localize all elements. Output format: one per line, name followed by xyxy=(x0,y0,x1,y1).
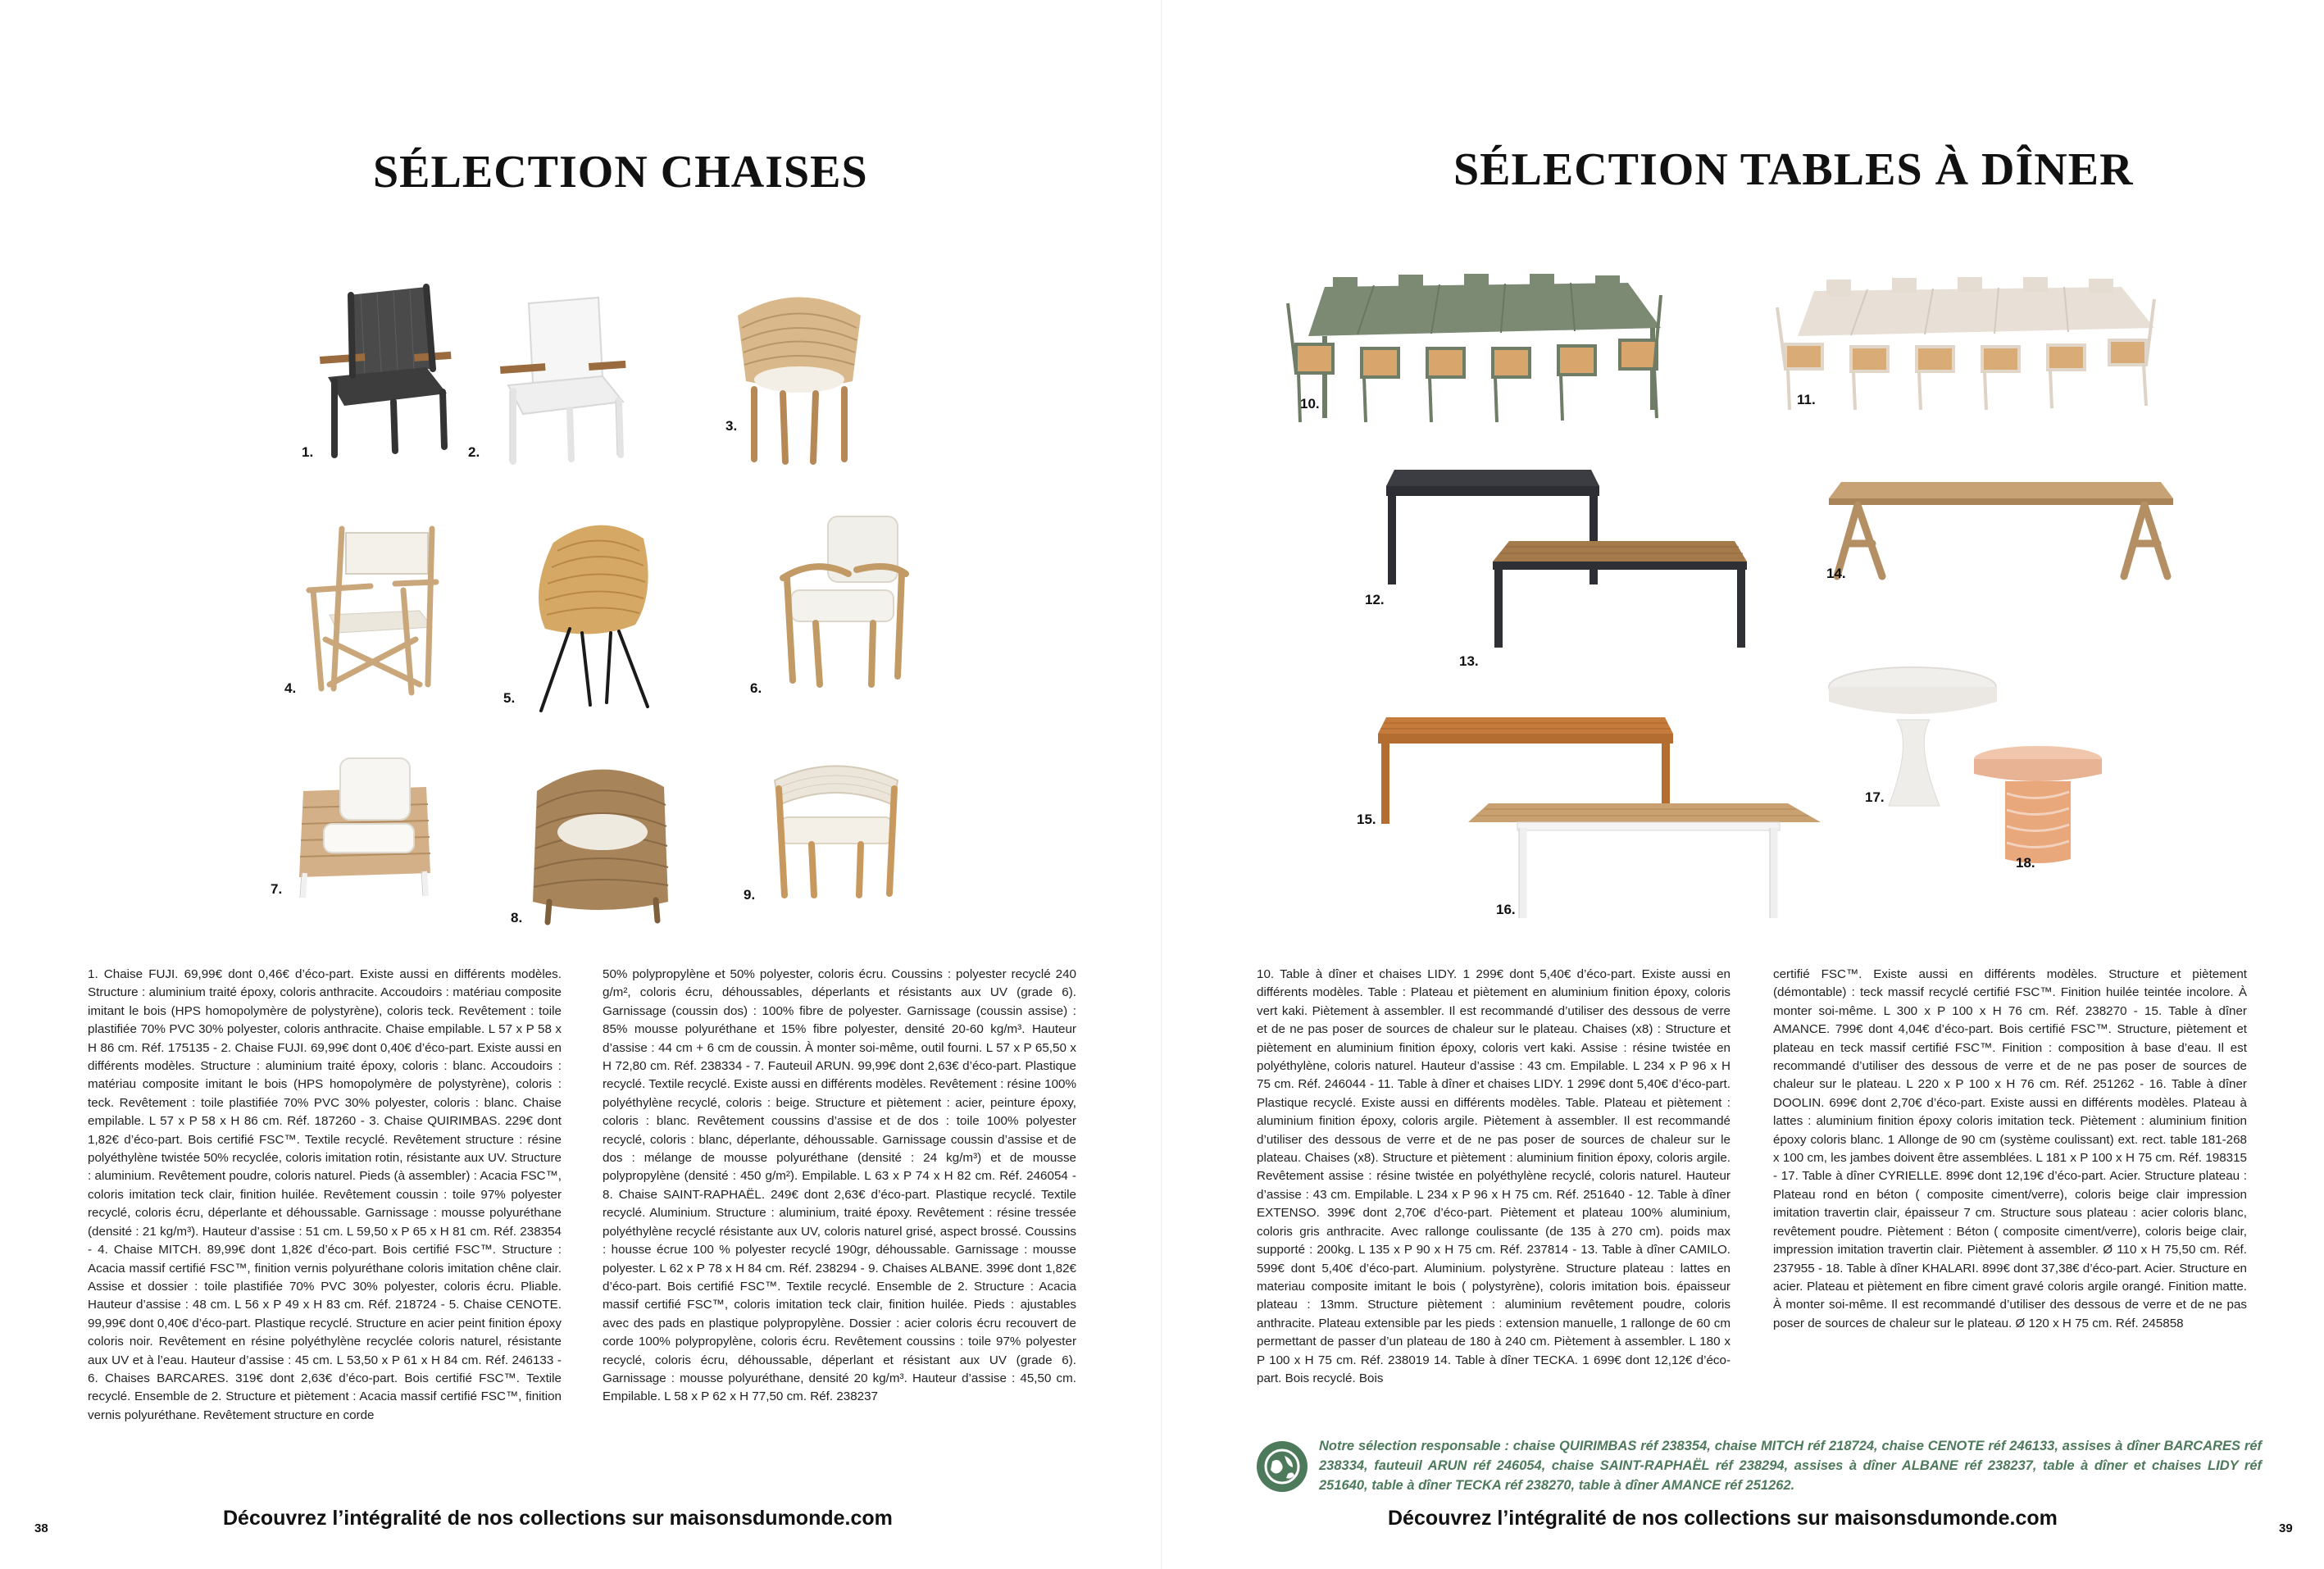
page-number: 39 xyxy=(2279,1521,2293,1535)
left-page-title: SÉLECTION CHAISES xyxy=(373,147,868,198)
product-number-4: 4. xyxy=(284,680,297,696)
right-page xyxy=(1162,0,2324,1569)
product-number-1: 1. xyxy=(302,444,314,460)
product-image-3 xyxy=(730,283,869,467)
product-image-2 xyxy=(484,291,639,467)
product-number-7: 7. xyxy=(271,881,283,897)
product-number-6: 6. xyxy=(750,680,762,696)
tables-description-column-2: certifié FSC™. Existe aussi en différents modèles. Structure et piètement (démontable) : teck massif recyclé certifié FSC™. Finition huilée teintée incolore. À monter soi-même. L 300 x P 100 x H 76 cm. Réf. 238270 - 15. Table à dîner AMANCE. 799€ dont 4,04€ d’éco-part. Bois certifié FSC™. Structure, piètement et plateau en teck massif certifié FSC™. Finition : composition à base d’eau. Il est recommandé d’utiliser des dessous de verre et de ne pas poser de sources de chaleur sur le plateau. L 220 x P 100 x H 76 cm. Réf. 251262 - 16. Table à dîner DOOLIN. 699€ dont 2,70€ d’éco-part. Existe aussi en différents modèles. Plateau à lattes : aluminium finition époxy coloris imitation teck. Piètement : aluminium finition époxy coloris blanc. 1 Allonge de 90 cm (système coulissant) ext. rect. table 181-268 x 100 cm, les jambes doivent être assemblées. L 181 x P 100 x H 75 cm. Réf. 198315 - 17. Table à dîner CYRIELLE. 899€ dont 12,19€ d’éco-part. Acier. Structure plateau : Plateau rond en béton ( composite ciment/verre), coloris beige clair impression imitation travertin clair, épaisseur 7 cm. Structure sous plateau : acier coloris blanc, revêtement poudre. Piètement : Béton ( composite ciment/verre), coloris beige clair, impression imitation travertin clair. Piètement à assembler. Ø 110 x H 75,50 cm. Réf. 237955 - 18. Table à dîner KHALARI. 899€ dont 37,38€ d’éco-part. Acier. Structure en acier. Plateau et piètement en fibre ciment gravé coloris argile orangé. Finition matte. À monter soi-même. Il est recommandé d’utiliser des dessous de verre et de ne pas poser de sources de chaleur sur le plateau. Ø 120 x H 75 cm. Réf. 245858 xyxy=(1773,967,2247,1330)
product-number-12: 12. xyxy=(1365,592,1385,607)
chairs-description-column-2: 50% polypropylène et 50% polyester, coloris écru. Coussins : polyester recyclé 240 g/m², coloris écru, déhoussables, déperlants et résistants aux UV (grade 6). Garnissage (coussin dos) : 100% fibre de polyester. Garnissage (coussin assise) : 85% mousse polyuréthane et 15% fibre polyester, densité 20-60 kg/m³. Hauteur d’assise : 44 cm + 6 cm de coussin. À monter soi-même, outil fourni. L 57 x P 65,50 x H 72,80 cm. Réf. 238334 - 7. Fauteuil ARUN. 99,99€ dont 2,63€ d’éco-part. Plastique recyclé. Textile recyclé. Existe aussi en différents modèles. Revêtement : résine 100% polyéthylène recyclé, coloris : beige. Structure et piètement : acier, peinture époxy, coloris : blanc. Revêtement coussins d’assise et de dos : toile 100% polyester recyclé, coloris : blanc, déperlante, déhoussable. Garnissage coussin d’assise et de dos : mélange de mousse polyuréthane (densité : 24 kg/m³) et de mousse polypropylène (densité : 450 g/m²). Empilable. L 63 x P 74 x H 82 cm. Réf. 246054 - 8. Chaise SAINT-RAPHAËL. 249€ dont 2,63€ d’éco-part. Plastique recyclé. Textile recyclé. Aluminium. Structure : aluminium, traité époxy. Revêtement : résine tressée polyéthylène recyclé résistante aux UV, coloris naturel grisé, aspect brossé. Coussins : housse écrue 100 % polyester recyclé 190gr, déhoussable. Garnissage : mousse polyester. L 62 x P 78 x H 84 cm. Réf. 238294 - 9. Chaises ALBANE. 399€ dont 1,82€ d’éco-part. Bois certifié FSC™. Textile recyclé. Ensemble de 2. Structure : Acacia massif certifié FSC™, coloris imitation teck clair, finition huilée. Pieds : ajustables avec des pads en plastique polypropylène. Dossier : acier coloris écru recouvert de corde 100% polypropylène, coloris écru. Revêtement coussins : toile 97% polyester recyclé, coloris écru, déhoussable, déperlant et résistant aux UV (grade 6). Garnissage : mousse polyuréthane, densité 20 kg/m³. Hauteur d’assise : 45,50 cm. Empilable. L 58 x P 62 x H 77,50 cm. Réf. 238237 xyxy=(603,967,1076,1404)
globe-leaf-icon xyxy=(1257,1441,1308,1492)
page-number: 38 xyxy=(34,1521,48,1535)
product-number-18: 18. xyxy=(2016,855,2035,871)
product-number-8: 8. xyxy=(511,910,523,925)
product-image-14 xyxy=(1825,474,2177,580)
product-image-5 xyxy=(521,518,668,715)
product-number-10: 10. xyxy=(1300,396,1320,412)
chairs-description-column-1: 1. Chaise FUJI. 69,99€ dont 0,46€ d’éco-part. Existe aussi en différents modèles. Structure : aluminium traité époxy, coloris anthracite. Accoudoirs : matériau composite imitant le bois (HPS homopolymère de polystyrène), coloris teck. Revêtement : toile plastifiée 70% PVC 30% polyester, coloris anthracite. Chaise empilable. L 57 x P 58 x H 86 cm. Réf. 175135 - 2. Chaise FUJI. 69,99€ dont 0,40€ d’éco-part. Existe aussi en différents modèles. Structure : aluminium traité époxy, coloris : blanc. Accoudoirs : matériau composite imitant le bois (HPS homopolymère de polystyrène), coloris : teck. Revêtement : toile plastifiée 70% PVC 30% polyester, coloris : blanc. Chaise empilable. L 57 x P 58 x H 86 cm. Réf. 187260 - 3. Chaise QUIRIMBAS. 229€ dont 1,82€ d’éco-part. Bois certifié FSC™. Textile recyclé. Revêtement structure : résine polyéthylène twistée 50% recyclée, coloris imitation rotin, résistante aux UV. Structure : aluminium. Revêtement poudre, coloris naturel. Pieds (à assembler) : Acacia FSC™, coloris imitation teck clair, finition huilée. Revêtement coussin : toile 97% polyester recyclé, coloris écru, déperlante et déhoussable. Garnissage : mousse polyuréthane (densité : 21 kg/m³). Hauteur d’assise : 51 cm. L 59,50 x P 65 x H 81 cm. Réf. 238354 - 4. Chaise MITCH. 89,99€ dont 1,82€ d’éco-part. Bois certifié FSC™. Structure : Acacia massif certifié FSC™, finition vernis polyuréthane coloris imitation chêne clair. Assise et dossier : toile plastifiée 70% PVC 30% polyester, coloris écru. Pliable. Hauteur d’assise : 48 cm. L 56 x P 49 x H 83 cm. Réf. 218724 - 5. Chaise CENOTE. 99,99€ dont 0,40€ d’éco-part. Plastique recyclé. Structure en acier peint finition époxy coloris noir. Revêtement en résine polyéthylène recyclée coloris naturel, résistante aux UV et à l’eau. Hauteur d’assise : 45 cm. L 53,50 x P 61 x H 84 cm. Réf. 246133 - 6. Chaises BARCARES. 319€ dont 2,63€ d’éco-part. Bois certifié FSC™. Textile recyclé. Ensemble de 2. Structure et piètement : Acacia massif certifié FSC™, finition vernis polyuréthane. Revêtement structure en corde xyxy=(88,967,562,1422)
product-image-16 xyxy=(1464,799,1825,922)
product-image-1 xyxy=(303,279,467,459)
product-number-2: 2. xyxy=(468,444,480,460)
product-image-9 xyxy=(758,748,910,899)
product-image-7 xyxy=(287,750,439,902)
product-image-8 xyxy=(525,754,676,926)
product-number-5: 5. xyxy=(503,690,516,706)
product-image-10 xyxy=(1276,271,1669,426)
footer-website-link[interactable]: Découvrez l’intégralité de nos collections sur maisonsdumonde.com xyxy=(1388,1507,2058,1530)
product-image-4 xyxy=(297,525,448,697)
product-number-17: 17. xyxy=(1865,789,1885,805)
product-number-14: 14. xyxy=(1826,566,1846,581)
product-image-11 xyxy=(1769,275,2163,414)
tables-description-column-1: 10. Table à dîner et chaises LIDY. 1 299€ dont 5,40€ d’éco-part. Existe aussi en différents modèles. Table : Plateau et piètement en aluminium finition époxy, coloris vert kaki. Piètement à assembler. Il est recommandé d’utiliser des dessous de verre et de ne pas poser de sources de chaleur sur le plateau. Chaises (x8) : Structure et piètement en aluminium finition époxy, coloris vert kaki. Assise : résine twistée en polyéthylène, coloris naturel. Hauteur d’assise : 43 cm. Empilable. L 234 x P 96 x H 75 cm. Réf. 246044 - 11. Table à dîner et chaises LIDY. 1 299€ dont 5,40€ d’éco-part. Plastique recyclé. Existe aussi en différents modèles. Table. Plateau et piètement : aluminium finition époxy, coloris argile. Piètement à assembler. Il est recommandé d’utiliser des dessous de verre et de ne pas poser de sources de chaleur sur le plateau. Chaises (x8). Structure et piètement : aluminium finition époxy, coloris argile. Revêtement assise : résine twistée en polyéthylène recyclé, coloris naturel. Hauteur d’assise : 43 cm. Empilable. L 234 x P 96 x H 75 cm. Réf. 251640 - 12. Table à dîner EXTENSO. 399€ dont 2,70€ d’éco-part. Piètement et plateau 100% aluminium, coloris gris anthracite. Avec rallonge coulissante (de 135 à 270 cm). poids max supporté : 200kg. L 135 x P 90 x H 75 cm. Réf. 237814 - 13. Table à dîner CAMILO. 599€ dont 5,40€ d’éco-part. Aluminium. polystyrène. Structure plateau : lattes en materiau composite imitant le bois ( polystyrène), coloris imitation bois. épaisseur plateau : 13mm. Structure piètement : aluminium revêtement poudre, coloris anthracite. Plateau extensible par les pieds : extension manuelle, 1 rallonge de 60 cm permettant de passer d’un plateau de 180 à 240 cm. Piètement à assembler. L 180 x P 100 x H 75 cm. Réf. 238019 14. Table à dîner TECKA. 1 699€ dont 12,12€ d’éco-part. Bois recyclé. Bois xyxy=(1257,967,1730,1385)
responsible-selection-text: Notre sélection responsable : chaise QUIRIMBAS réf 238354, chaise MITCH réf 218724, chaise CENOTE réf 246133, assises à dîner BARCARES réf 238334, fauteuil ARUN réf 246054, chaise SAINT-RAPHAËL réf 238294, assises à dîner ALBANE réf 238237, table à dîner et chaises LIDY réf 251640, table à dîner TECKA réf 238270, table à dîner AMANCE réf 251262. xyxy=(1319,1439,2262,1493)
product-number-15: 15. xyxy=(1357,812,1376,827)
product-number-9: 9. xyxy=(744,887,756,903)
product-number-13: 13. xyxy=(1459,653,1479,669)
product-image-6 xyxy=(766,512,914,689)
right-page-title: SÉLECTION TABLES À DÎNER xyxy=(1453,144,2134,195)
product-image-13 xyxy=(1489,537,1751,652)
product-number-11: 11. xyxy=(1797,392,1816,407)
responsible-selection-box xyxy=(1257,1436,2262,1515)
product-number-3: 3. xyxy=(725,418,738,434)
product-number-16: 16. xyxy=(1496,902,1516,917)
footer-website-link[interactable]: Découvrez l’intégralité de nos collections sur maisonsdumonde.com xyxy=(223,1507,893,1530)
product-image-18 xyxy=(1972,744,2103,867)
